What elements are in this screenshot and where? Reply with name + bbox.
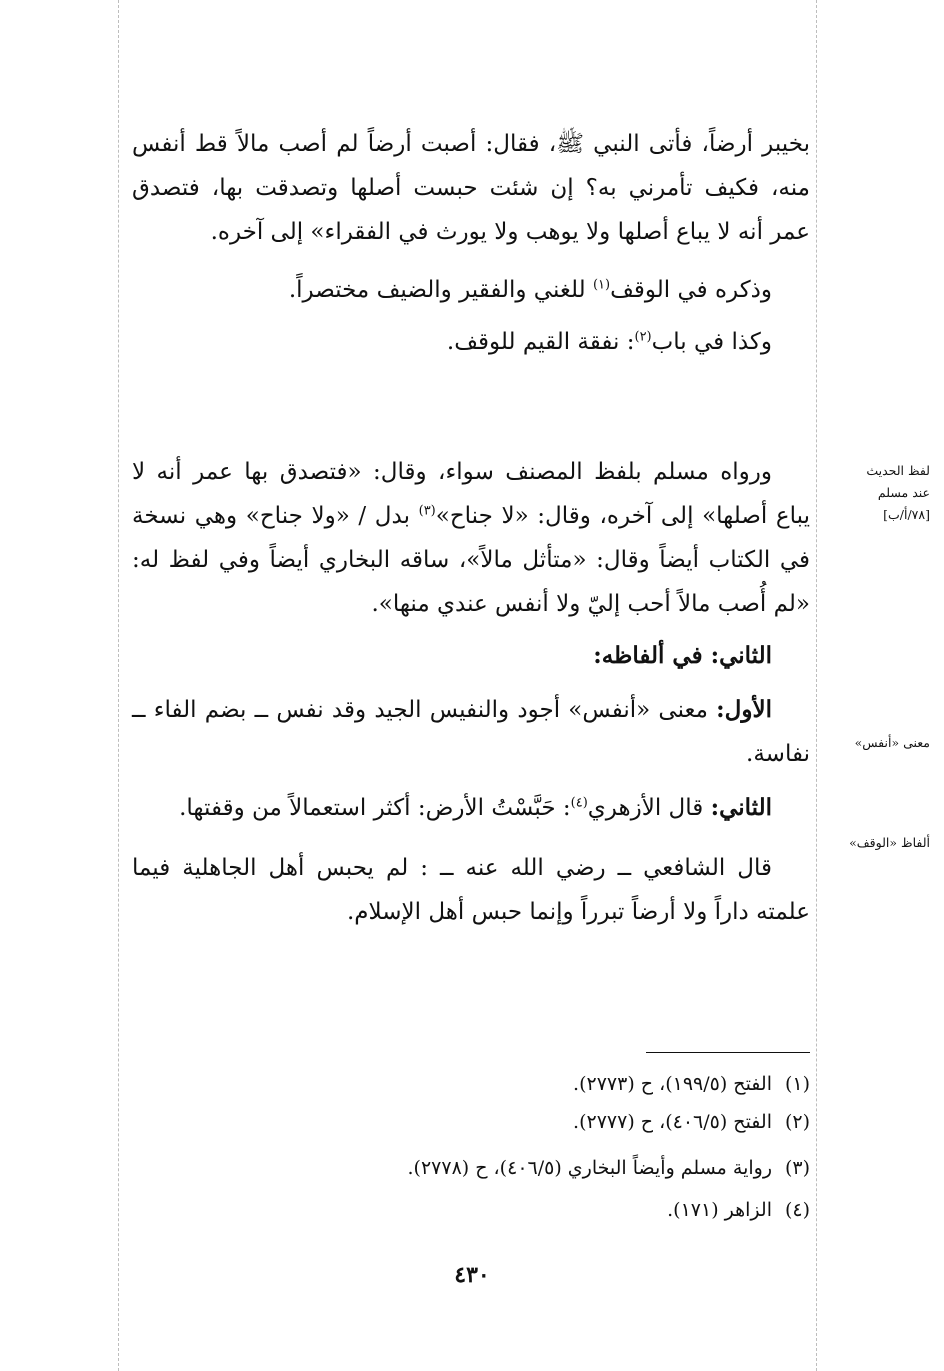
main-text-top xyxy=(132,122,810,364)
paragraph-bab-mention xyxy=(132,320,810,364)
text-run: للغني والفقير والضيف مختصراً. xyxy=(288,277,593,303)
footnote-text: رواية مسلم وأيضاً البخاري (٤٠٦/٥)، ح (٢٧٧٨). xyxy=(407,1157,772,1179)
paragraph-muslim-narration xyxy=(132,450,810,626)
paragraph-hadith-continuation: بخيبر أرضاً، فأتى النبي ﷺ، فقال: أصبت أرضاً لم أصب مالاً قط أنفس منه، فكيف تأمرني به؟ إن شئت حبست أصلها وتصدقت بها، فتصدق عمر أنه لا يباع أصلها ولا يوهب ولا يورث في الفقراء» إلى آخره. xyxy=(132,131,810,245)
footnote-ref-1[interactable]: (١) xyxy=(592,277,611,293)
footnote-separator xyxy=(646,1052,810,1053)
text-run: وذكره في الوقف xyxy=(610,277,772,303)
footnote-ref-4[interactable]: (٤) xyxy=(570,795,588,811)
main-text-middle xyxy=(132,450,810,934)
section-heading-vocabulary: الثاني: في ألفاظه: xyxy=(593,642,772,669)
text-run: بدل / «ولا جناح» وهي نسخة في الكتاب أيضاً وقال: «متأثل مالاً»، ساقه البخاري أيضاً وفي لفظ له: «لم أُصب مالاً أحب إليّ ولا أنفس عندي منها». xyxy=(132,503,810,617)
footnote-text: الفتح (٤٠٦/٥)، ح (٢٧٧٧). xyxy=(573,1111,772,1133)
text-run: : حَبَّسْتُ الأرض: أكثر استعمالاً من وقفتها. xyxy=(179,795,571,821)
footnote-ref-2[interactable]: (٢) xyxy=(634,329,652,345)
footnote-4 xyxy=(132,1194,810,1226)
margin-note-anfas: معنى «أنفس» xyxy=(854,735,930,750)
footnote-number: (١) xyxy=(784,1073,810,1095)
paragraph-azhari-quote xyxy=(132,786,810,830)
margin-note-line: لفظ الحديث xyxy=(866,463,930,478)
paragraph-waqf-mention xyxy=(132,268,810,312)
text-run: وكذا في باب xyxy=(651,329,772,355)
footnote-number: (٣) xyxy=(784,1157,810,1179)
footnote-text: الفتح (١٩٩/٥)، ح (٢٧٧٣). xyxy=(573,1073,772,1095)
page-number: ٤٣٠ xyxy=(454,1262,490,1288)
footnote-ref-3[interactable]: (٣) xyxy=(418,503,436,519)
text-run: ورواه مسلم بلفظ المصنف سواء، وقال: «فتصدق بها عمر أنه لا يباع أصلها» إلى آخره، وقال: «لا جناح» xyxy=(132,459,811,529)
point-label: الثاني: xyxy=(710,794,772,821)
text-run: : نفقة القيم للوقف. xyxy=(446,329,635,355)
footnote-2 xyxy=(132,1106,810,1138)
paragraph-anfas-meaning xyxy=(132,688,810,776)
manuscript-folio-ref: [٧٨/أ/ب] xyxy=(883,507,930,522)
scan-guide-line xyxy=(816,0,817,1371)
text-run: قال الأزهري xyxy=(587,795,711,821)
margin-note-waqf-terms: ألفاظ «الوقف» xyxy=(849,835,930,850)
margin-note-muslim-wording xyxy=(818,460,930,526)
point-label: الأول: xyxy=(716,696,772,723)
text-run: معنى «أنفس» أجود والنفيس الجيد وقد نفس ــ بضم الفاء ــ نفاسة. xyxy=(132,697,810,767)
footnote-number: (٢) xyxy=(784,1111,810,1133)
scan-guide-line xyxy=(118,0,119,1371)
footnote-1 xyxy=(132,1068,810,1100)
footnote-text: الزاهر (١٧١). xyxy=(667,1199,772,1221)
paragraph-shafii-quote: قال الشافعي ــ رضي الله عنه ــ : لم يحبس أهل الجاهلية فيما علمته داراً ولا أرضاً تبرراً وإنما حبس أهل الإسلام. xyxy=(132,855,810,925)
footnote-3 xyxy=(132,1152,810,1184)
margin-note-line: عند مسلم xyxy=(877,485,930,500)
footnote-number: (٤) xyxy=(784,1199,810,1221)
